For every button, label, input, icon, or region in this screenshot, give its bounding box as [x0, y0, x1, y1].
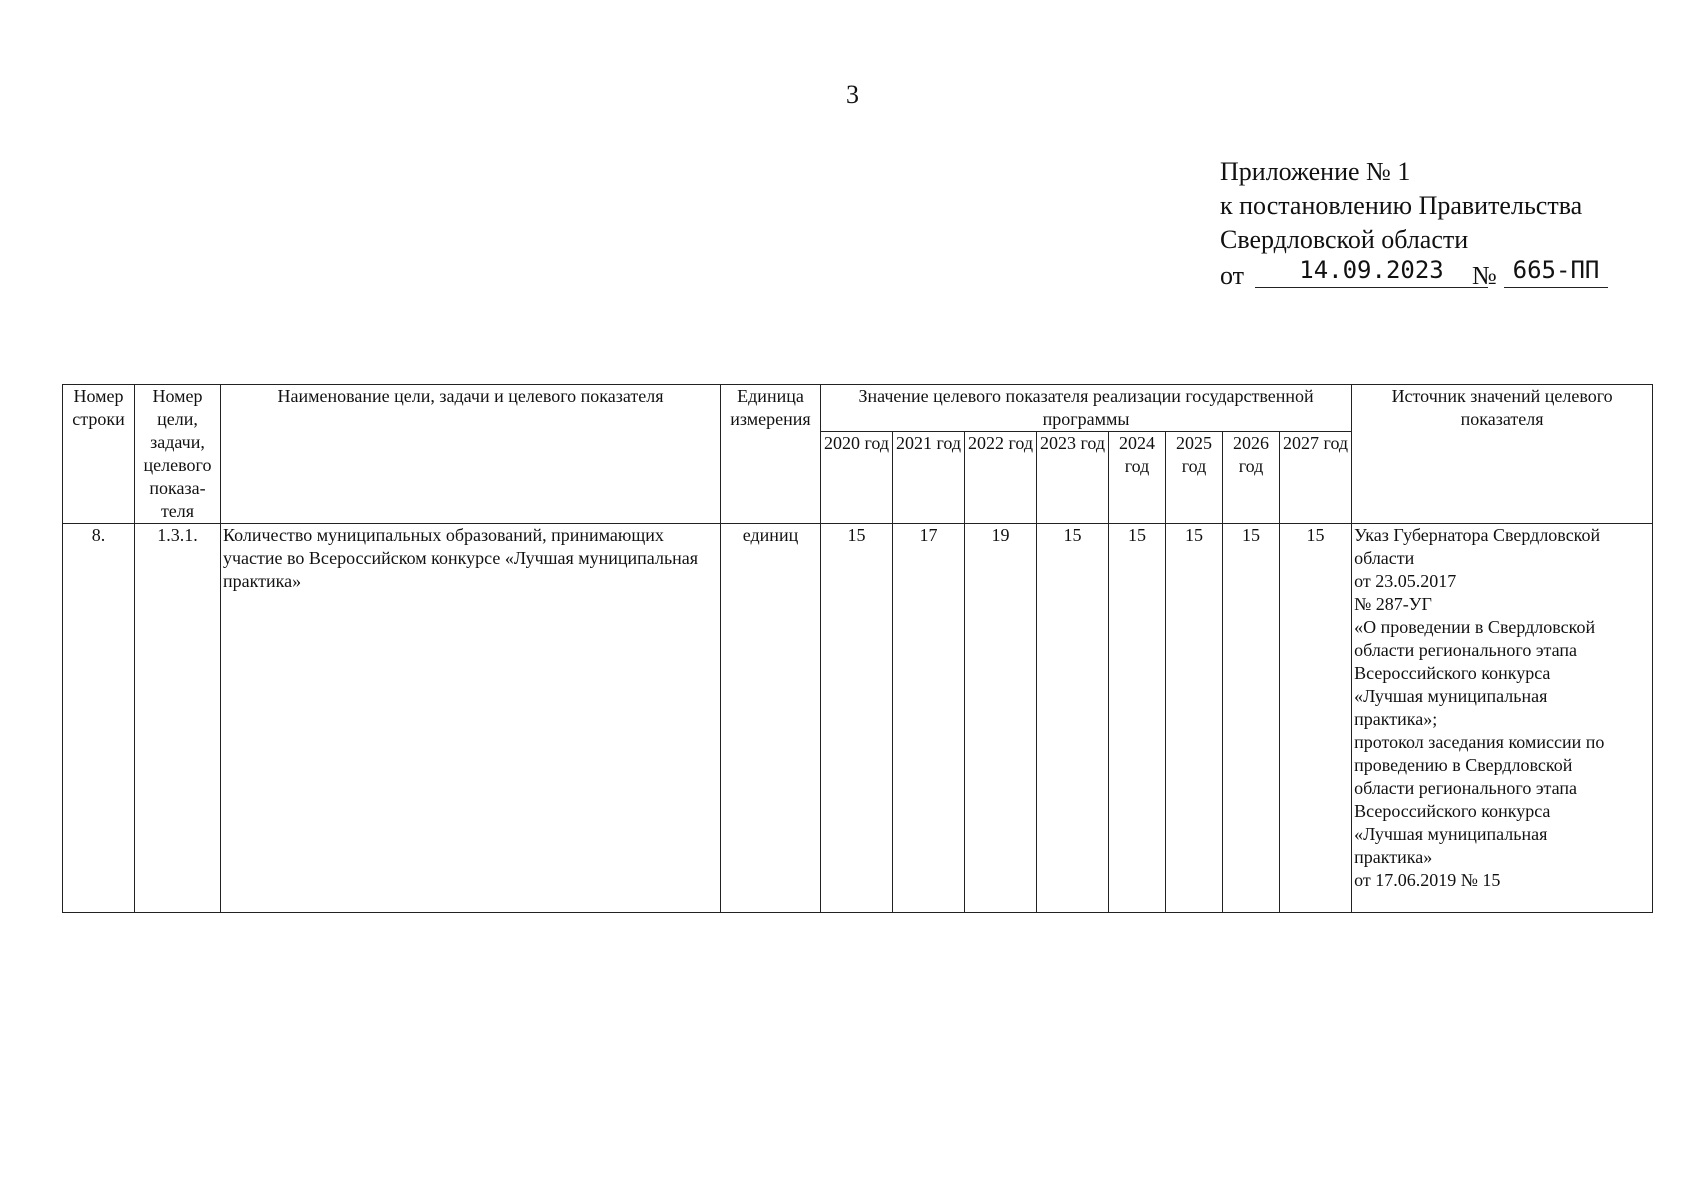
- date-prefix: от: [1220, 261, 1245, 290]
- header-source: Источник значений целевого показателя: [1352, 385, 1653, 524]
- header-values-group: Значение целевого показателя реализации государственной программы: [821, 385, 1352, 432]
- source-line: протокол заседания комиссии по: [1354, 732, 1605, 752]
- source-line: Всероссийского конкурса: [1354, 801, 1551, 821]
- source-line: «Лучшая муниципальная: [1354, 686, 1548, 706]
- source-line: «О проведении в Свердловской: [1354, 617, 1596, 637]
- header-goal-number: Номер цели, задачи, целевого показа- теля: [135, 385, 221, 524]
- cell-value-2024: 15: [1109, 524, 1166, 913]
- cell-goal-number: 1.3.1.: [135, 524, 221, 913]
- cell-value-2025: 15: [1166, 524, 1223, 913]
- header-year: 2027 год: [1280, 432, 1352, 524]
- cell-unit: единиц: [721, 524, 821, 913]
- header-year: 2023 год: [1037, 432, 1109, 524]
- source-line: Всероссийского конкурса: [1354, 663, 1551, 683]
- source-line: от 23.05.2017: [1354, 571, 1457, 591]
- resolution-number: 665-ПП: [1504, 257, 1608, 288]
- appendix-title: Приложение № 1: [1220, 157, 1411, 186]
- cell-value-2027: 15: [1280, 524, 1352, 913]
- header-year: 2020 год: [821, 432, 893, 524]
- appendix-date-number-line: [1220, 256, 1600, 293]
- cell-value-2020: 15: [821, 524, 893, 913]
- number-sign: №: [1472, 261, 1497, 290]
- page-number: 3: [846, 80, 859, 109]
- header-row-1: [63, 385, 1653, 432]
- appendix-line-2: к постановлению Правительства: [1220, 191, 1583, 220]
- table-row: [63, 524, 1653, 913]
- header-year: 2026 год: [1223, 432, 1280, 524]
- cell-value-2023: 15: [1037, 524, 1109, 913]
- source-line: области: [1354, 548, 1415, 568]
- source-line: проведению в Свердловской: [1354, 755, 1573, 775]
- header-year: 2021 год: [893, 432, 965, 524]
- source-line: практика»;: [1354, 709, 1438, 729]
- header-name: Наименование цели, задачи и целевого показателя: [221, 385, 721, 524]
- header-year: 2024 год: [1109, 432, 1166, 524]
- appendix-line-3: Свердловской области: [1220, 225, 1469, 254]
- indicators-table: [62, 384, 1653, 913]
- resolution-date: 14.09.2023: [1255, 257, 1488, 288]
- source-line: № 287-УГ: [1354, 594, 1432, 614]
- header-year: 2022 год: [965, 432, 1037, 524]
- header-row-number: Номер строки: [63, 385, 135, 524]
- source-line: «Лучшая муниципальная: [1354, 824, 1548, 844]
- source-line: практика»: [1354, 847, 1433, 867]
- source-line: от 17.06.2019 № 15: [1354, 870, 1501, 890]
- header-year: 2025 год: [1166, 432, 1223, 524]
- cell-value-2026: 15: [1223, 524, 1280, 913]
- header-unit: Единица измерения: [721, 385, 821, 524]
- appendix-header: [1220, 155, 1600, 293]
- source-line: Указ Губернатора Свердловской: [1354, 525, 1601, 545]
- cell-indicator-name: Количество муниципальных образований, принимающих участие во Всероссийском конкурсе «Лучшая муниципальная практика»: [221, 524, 721, 913]
- cell-value-2022: 19: [965, 524, 1037, 913]
- cell-row-number: 8.: [63, 524, 135, 913]
- source-line: области регионального этапа: [1354, 640, 1578, 660]
- source-line: области регионального этапа: [1354, 778, 1578, 798]
- cell-value-2021: 17: [893, 524, 965, 913]
- cell-source: [1352, 524, 1653, 913]
